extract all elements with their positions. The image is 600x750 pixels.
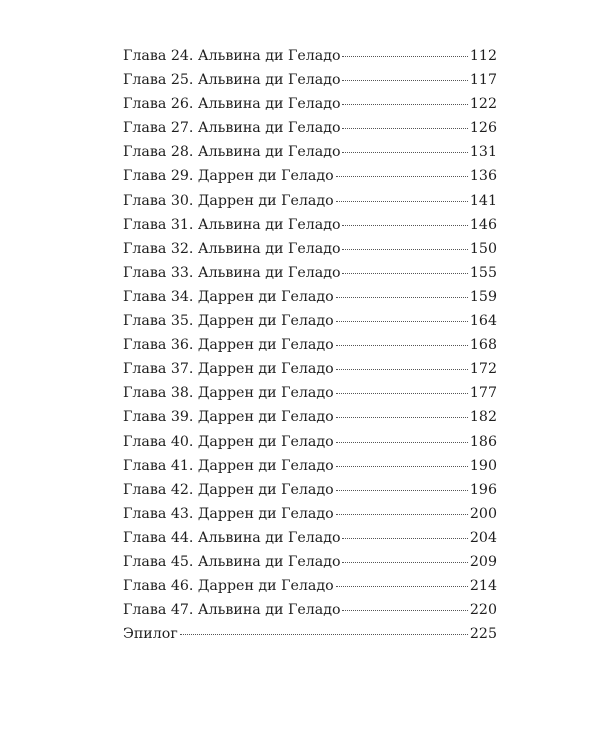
toc-dot-leader <box>342 610 467 611</box>
toc-entry <box>123 434 497 458</box>
toc-dot-leader <box>336 369 468 370</box>
toc-dot-leader <box>336 176 468 177</box>
toc-entry <box>123 578 497 602</box>
toc-entry-title: Глава 26. Альвина ди Геладо <box>123 96 341 113</box>
toc-entry-title: Глава 24. Альвина ди Геладо <box>123 48 341 64</box>
toc-page-number: 164 <box>469 313 497 330</box>
toc-entry <box>123 48 497 72</box>
toc-entry <box>123 337 497 361</box>
toc-dot-leader <box>336 490 468 491</box>
toc-entry <box>123 144 497 168</box>
toc-entry <box>123 217 497 241</box>
toc-entry-title: Глава 40. Даррен ди Геладо <box>123 433 334 450</box>
toc-dot-leader <box>180 634 468 635</box>
toc-page-number: 190 <box>469 457 497 474</box>
toc-entry-title: Эпилог <box>123 626 178 643</box>
toc-page-number: 168 <box>469 337 497 354</box>
toc-page-number: 122 <box>469 96 497 113</box>
table-of-contents <box>123 48 497 650</box>
toc-entry <box>123 241 497 265</box>
toc-entry-title: Глава 41. Даррен ди Геладо <box>123 457 334 474</box>
toc-page-number: 136 <box>469 168 497 185</box>
toc-page-number: 150 <box>469 240 497 257</box>
toc-page-number: 146 <box>469 216 497 233</box>
toc-dot-leader <box>336 466 468 467</box>
toc-entry-title: Глава 42. Даррен ди Геладо <box>123 481 334 498</box>
toc-page-number: 186 <box>469 433 497 450</box>
toc-entry-title: Глава 32. Альвина ди Геладо <box>123 240 341 257</box>
toc-dot-leader <box>336 393 468 394</box>
toc-entry <box>123 554 497 578</box>
toc-entry-title: Глава 47. Альвина ди Геладо <box>123 602 341 619</box>
toc-dot-leader <box>342 538 467 539</box>
toc-entry <box>123 506 497 530</box>
toc-page-number: 155 <box>469 264 497 281</box>
toc-entry <box>123 168 497 192</box>
toc-page-number: 112 <box>469 48 497 64</box>
toc-page-number: 225 <box>469 626 497 643</box>
toc-entry <box>123 482 497 506</box>
toc-entry-title: Глава 30. Даррен ди Геладо <box>123 192 334 209</box>
toc-entry-title: Глава 31. Альвина ди Геладо <box>123 216 341 233</box>
toc-dot-leader <box>336 321 468 322</box>
toc-dot-leader <box>342 104 467 105</box>
toc-page-number: 220 <box>469 602 497 619</box>
toc-dot-leader <box>336 201 468 202</box>
toc-entry <box>123 265 497 289</box>
toc-entry-title: Глава 39. Даррен ди Геладо <box>123 409 334 426</box>
toc-entry-title: Глава 44. Альвина ди Геладо <box>123 529 341 546</box>
toc-page-number: 172 <box>469 361 497 378</box>
toc-entry-title: Глава 37. Даррен ди Геладо <box>123 361 334 378</box>
toc-entry-title: Глава 43. Даррен ди Геладо <box>123 505 334 522</box>
toc-dot-leader <box>342 80 467 81</box>
toc-entry <box>123 313 497 337</box>
toc-entry-title: Глава 36. Даррен ди Геладо <box>123 337 334 354</box>
toc-entry-title: Глава 35. Даррен ди Геладо <box>123 313 334 330</box>
toc-entry-title: Глава 46. Даррен ди Геладо <box>123 578 334 595</box>
toc-entry <box>123 361 497 385</box>
toc-entry <box>123 626 497 650</box>
toc-page-number: 141 <box>469 192 497 209</box>
toc-dot-leader <box>342 249 467 250</box>
toc-entry <box>123 289 497 313</box>
toc-page-number: 182 <box>469 409 497 426</box>
toc-dot-leader <box>342 273 467 274</box>
toc-page-number: 204 <box>469 529 497 546</box>
toc-entry <box>123 458 497 482</box>
toc-dot-leader <box>336 586 468 587</box>
toc-page-number: 209 <box>469 553 497 570</box>
toc-dot-leader <box>336 417 468 418</box>
toc-page-number: 200 <box>469 505 497 522</box>
toc-entry-title: Глава 38. Даррен ди Геладо <box>123 385 334 402</box>
toc-page-number: 196 <box>469 481 497 498</box>
toc-entry <box>123 96 497 120</box>
toc-entry-title: Глава 33. Альвина ди Геладо <box>123 264 341 281</box>
toc-dot-leader <box>336 514 468 515</box>
toc-entry-title: Глава 34. Даррен ди Геладо <box>123 288 334 305</box>
toc-entry-title: Глава 45. Альвина ди Геладо <box>123 553 341 570</box>
toc-dot-leader <box>342 562 467 563</box>
toc-dot-leader <box>342 225 467 226</box>
toc-page-number: 214 <box>469 578 497 595</box>
toc-entry-title: Глава 27. Альвина ди Геладо <box>123 120 341 137</box>
toc-dot-leader <box>342 56 467 57</box>
toc-page-number: 117 <box>469 72 497 89</box>
toc-page-number: 131 <box>469 144 497 161</box>
toc-page-number: 177 <box>469 385 497 402</box>
toc-entry-title: Глава 28. Альвина ди Геладо <box>123 144 341 161</box>
toc-entry <box>123 409 497 433</box>
toc-dot-leader <box>342 128 467 129</box>
toc-entry <box>123 530 497 554</box>
toc-entry-title: Глава 29. Даррен ди Геладо <box>123 168 334 185</box>
toc-dot-leader <box>336 442 468 443</box>
toc-entry <box>123 72 497 96</box>
toc-entry-title: Глава 25. Альвина ди Геладо <box>123 72 341 89</box>
toc-dot-leader <box>342 152 467 153</box>
toc-page-number: 159 <box>469 288 497 305</box>
toc-page-number: 126 <box>469 120 497 137</box>
toc-entry <box>123 385 497 409</box>
toc-entry <box>123 193 497 217</box>
toc-entry <box>123 120 497 144</box>
toc-dot-leader <box>336 345 468 346</box>
toc-dot-leader <box>336 297 468 298</box>
toc-entry <box>123 602 497 626</box>
